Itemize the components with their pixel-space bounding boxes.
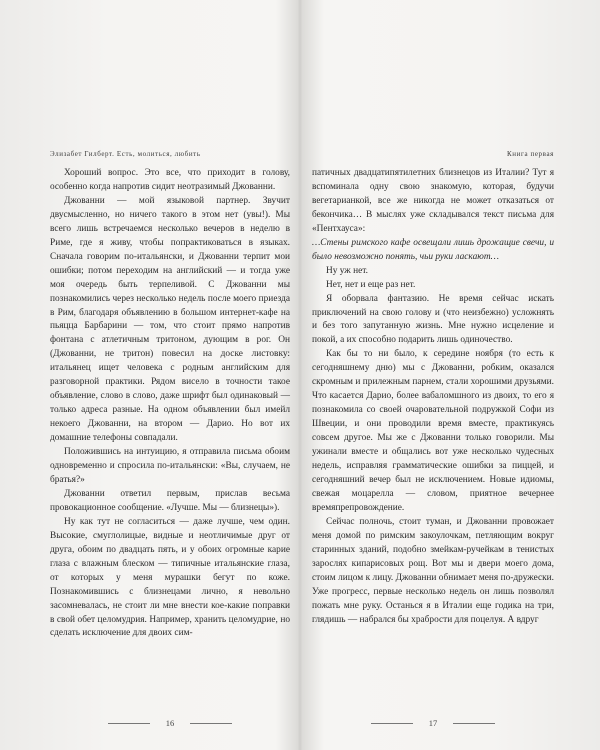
paragraph: патичных двадцатипятилетних близнецов из Италии? Тут я вспоминала одну свою знакомую, которая, будучи вегетарианкой, все же никогда не может отказаться от бекончика… В мыслях уже складывался текст письма для «Пентхауса»: (312, 168, 554, 234)
right-page-folio (312, 717, 554, 729)
right-page (312, 150, 554, 728)
paragraph: Сейчас полночь, стоит туман, и Джованни провожает меня домой по римским закоулочкам, петляющим вокруг старинных зданий, подобно змейкам-ручейкам в тенистых зарослях кипарисовых рощ. Вот мы и двери моего дома, стоим лицом к лицу. Джованни обнимает меня по-дружески. Уже прогресс, первые несколько недель он лишь позволял пожать мне руку. Останься я в Италии еще годика на три, глядишь — набрался бы храбрости для поцелуя. А вдруг (312, 516, 554, 625)
paragraph: Нет, нет и еще раз нет. (326, 279, 416, 290)
left-page-folio (50, 717, 290, 729)
left-page (50, 150, 290, 728)
paragraph: Джованни — мой языковой партнер. Звучит двусмысленно, но ничего такого в этом нет (увы!). Мы всего лишь встречаемся несколько вечеров в неделю в Риме, где я живу, чтобы попрактиковаться в языках. Сначала говорим по-итальянски, и Джованни терпит мои ошибки; потом переходим на английский — и тогда уже моя очередь быть терпеливой. С Джованни мы познакомились через несколько недель после моего приезда в Рим, благодаря объявлению в большом интернет-кафе на пьяцца Барбарини — том, что стоит прямо напротив фонтана с атлетичным тритоном, дующим в рог. Он (Джованни, не тритон) повесил на доске листовку: итальянец ищет человека с родным английским для разговорной практики. Рядом висело в точности такое объявление, слово в слово, даже шрифт был одинаковый — только адреса разные. На одном объявлении был имейл некоего Джованни, на втором — Дарио. Но вот их домашние телефоны совпадали. (50, 195, 290, 444)
paragraph: Я оборвала фантазию. Не время сейчас искать приключений на свою голову и (что неизбежно) усложнять и без того запутанную жизнь. Мне нужно исцеление и покой, а их способно подарить лишь одиночество. (312, 293, 554, 346)
folio-rule-right (190, 723, 232, 724)
right-page-number: 17 (428, 718, 438, 728)
paragraph: Положившись на интуицию, я отправила письма обоим одновременно и спросила по-итальянски: «Вы, случаем, не братья?» (50, 447, 290, 485)
folio-rule-right (453, 723, 495, 724)
right-page-text (312, 167, 554, 627)
paragraph: Ну как тут не согласиться — даже лучше, чем один. Высокие, смуглолицые, видные и неотличимые друг от друга, обоим по двадцать пять, и у обоих огромные карие глаза с влажным блеском — типичные итальянские глаза, от которых у меня мурашки бегут по коже. Познакомившись с близнецами лично, я невольно засомневалась, не стоит ли мне внести кое-какие поправки в свой обет целомудрия. Например, хранить целомудрие, но сделать исключение для двоих сим- (50, 516, 290, 639)
left-page-text (50, 167, 290, 641)
folio-rule-left (371, 723, 413, 724)
left-running-head: Элизабет Гилберт. Есть, молиться, любить (50, 150, 201, 158)
quote-paragraph: …Стены римского кафе освещали лишь дрожащие свечи, и было невозможно понять, чьи руки ласкают… (312, 237, 554, 262)
right-running-head: Книга первая (507, 150, 554, 158)
paragraph: Ну уж нет. (326, 265, 368, 276)
left-page-number: 16 (165, 718, 175, 728)
folio-rule-left (108, 723, 150, 724)
paragraph: Как бы то ни было, к середине ноября (то есть к сегодняшнему дню) мы с Джованни, робким, оказался скромным и прилежным парнем, стали хорошими друзьями. Что касается Дарио, более вабаломшного из двоих, то его я познакомила со своей очаровательной подружкой Софи из Швеции, и они проводили время вместе, практикуясь совсем другое. Мы же с Джованни только говорили. Мы ужинали вместе и общались вот уже несколько чудесных недель, исправляя грамматические ошибки за пиццей, и сегодняшний вечер был не исключением. Новые идиомы, свежая моцарелла — словом, приятное вечернее времяпрепровождение. (312, 349, 554, 513)
paragraph: Хороший вопрос. Это все, что приходит в голову, особенно когда напротив сидит неотразимый Джованни. (50, 168, 290, 192)
paragraph: Джованни ответил первым, прислав весьма провокационное сообщение. «Лучше. Мы — близнецы»). (50, 488, 290, 513)
